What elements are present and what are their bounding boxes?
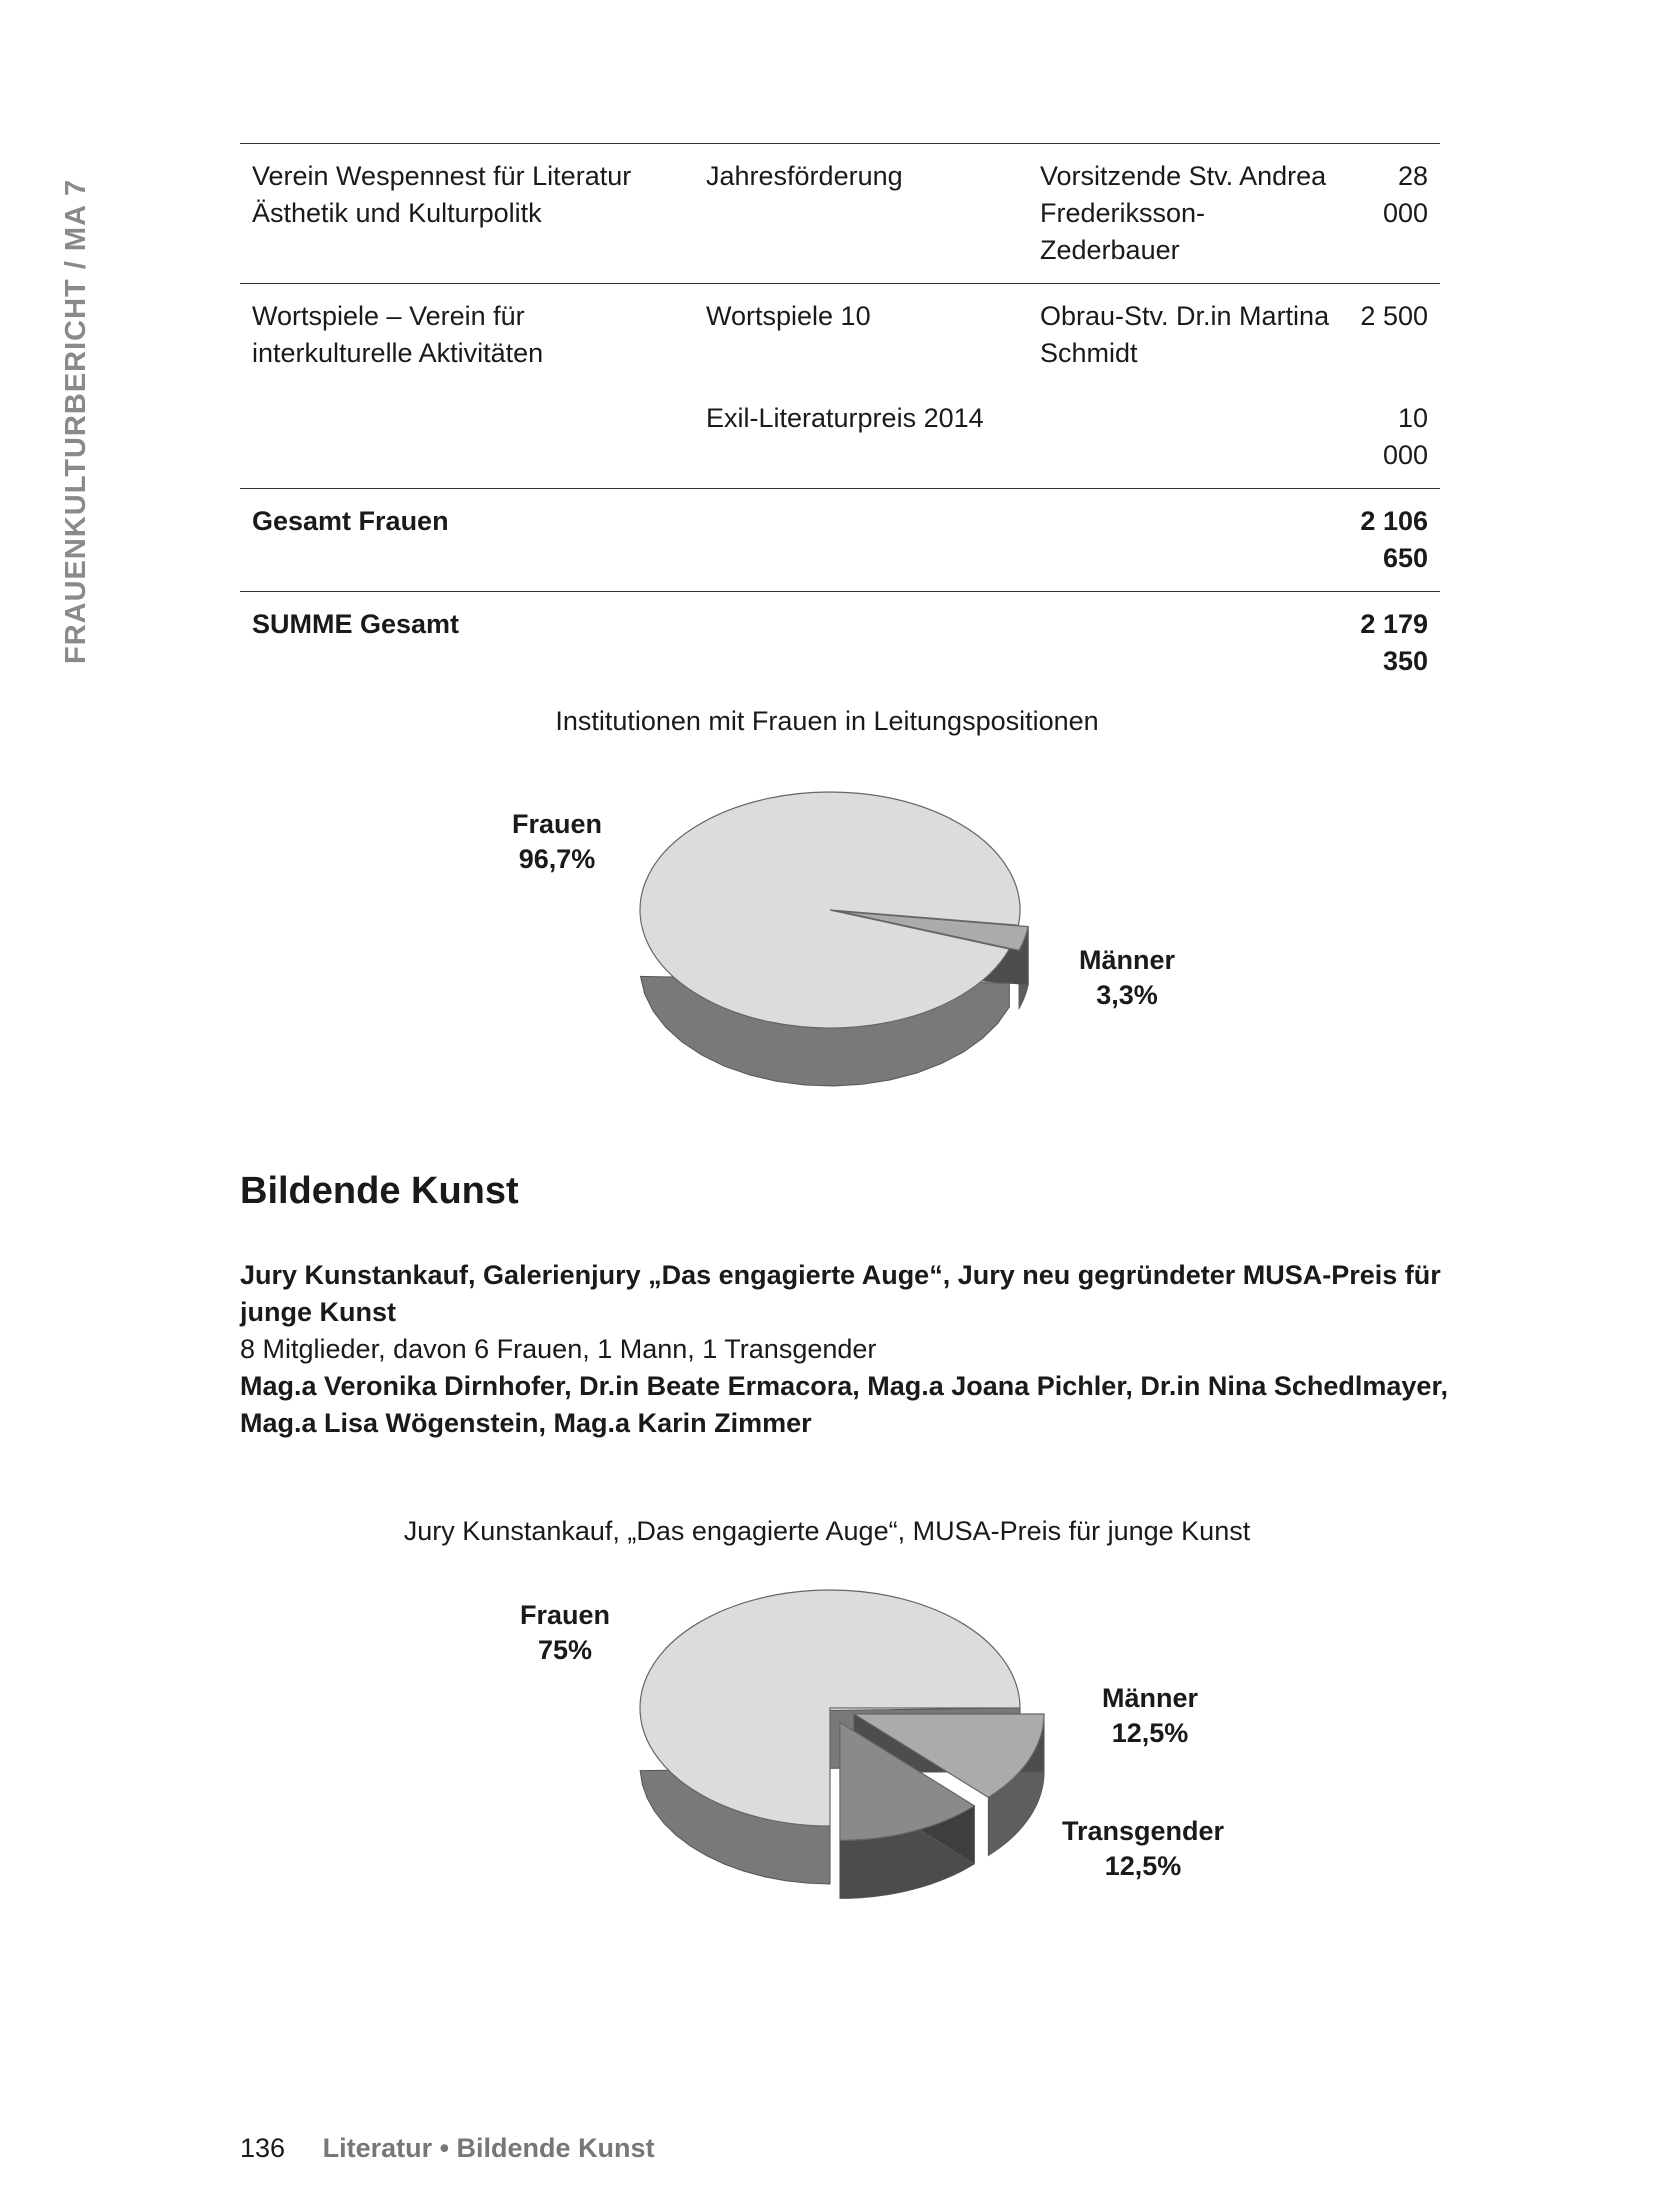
org-cell: Verein Wespennest für Literatur Ästhetik und Kulturpolitk <box>240 144 694 284</box>
page-footer <box>240 2133 655 2164</box>
org-cell: Wortspiele – Verein für interkulturelle Aktivitäten <box>240 284 694 387</box>
amount-cell: 2 500 <box>1342 284 1440 387</box>
table-row <box>240 284 1440 387</box>
jury-members-names: Mag.a Veronika Dirnhofer, Dr.in Beate Ermacora, Mag.a Joana Pichler, Dr.in Nina Schedlmayer, Mag.a Lisa Wögenstein, Mag.a Karin Zimmer <box>240 1371 1448 1438</box>
table-row <box>240 386 1440 489</box>
person-cell: Obrau-Stv. Dr.in Martina Schmidt <box>1028 284 1342 387</box>
pie-value-transgender: 12,5% <box>1104 1851 1182 1881</box>
project-cell: Wortspiele 10 <box>694 284 1028 387</box>
total-amount: 2 179 350 <box>1342 592 1440 695</box>
total-label: SUMME Gesamt <box>240 592 1342 695</box>
pie-chart-jury <box>0 1560 1654 1900</box>
page-number: 136 <box>240 2133 286 2163</box>
project-cell: Exil-Literaturpreis 2014 <box>706 403 984 433</box>
footer-section: Literatur • Bildende Kunst <box>322 2133 655 2163</box>
amount-cell: 28 000 <box>1342 144 1440 284</box>
project-cell: Jahresförderung <box>694 144 1028 284</box>
jury-members-summary: 8 Mitglieder, davon 6 Frauen, 1 Mann, 1 Transgender <box>240 1334 877 1364</box>
person-cell: Vorsitzende Stv. Andrea Frederiksson-Zederbauer <box>1028 144 1342 284</box>
funding-table <box>240 143 1440 694</box>
total-label: Gesamt Frauen <box>240 489 1342 592</box>
total-row <box>240 489 1440 592</box>
pie-value-männer: 3,3% <box>1096 980 1158 1010</box>
side-running-title: FRAUENKULTURBERICHT / MA 7 <box>60 178 92 664</box>
jury-title: Jury Kunstankauf, Galerienjury „Das engagierte Auge“, Jury neu gegründeter MUSA-Preis für junge Kunst <box>240 1260 1441 1327</box>
chart-title: Institutionen mit Frauen in Leitungspositionen <box>555 706 1099 736</box>
pie-chart-leadership <box>0 750 1654 1090</box>
pie-slice-frauen <box>640 792 1020 1028</box>
pie-slice-frauen <box>640 1590 1020 1826</box>
pie-label-männer: Männer <box>1101 1683 1199 1713</box>
table-row <box>240 144 1440 284</box>
total-amount: 2 106 650 <box>1342 489 1440 592</box>
amount-cell: 10 000 <box>1382 403 1428 470</box>
pie-value-frauen: 75% <box>537 1635 593 1665</box>
person-cell <box>1028 386 1342 489</box>
org-cell <box>240 386 694 489</box>
section-heading: Bildende Kunst <box>240 1170 519 1212</box>
pie-value-frauen: 96,7% <box>518 844 596 874</box>
pie-label-transgender: Transgender <box>1061 1816 1225 1846</box>
jury-info <box>240 1257 1450 1442</box>
pie-label-frauen: Frauen <box>511 809 603 839</box>
chart-title: Jury Kunstankauf, „Das engagierte Auge“, MUSA-Preis für junge Kunst <box>403 1516 1251 1546</box>
pie-label-männer: Männer <box>1078 945 1176 975</box>
pie-value-männer: 12,5% <box>1111 1718 1189 1748</box>
total-row <box>240 592 1440 695</box>
pie-label-frauen: Frauen <box>519 1600 611 1630</box>
